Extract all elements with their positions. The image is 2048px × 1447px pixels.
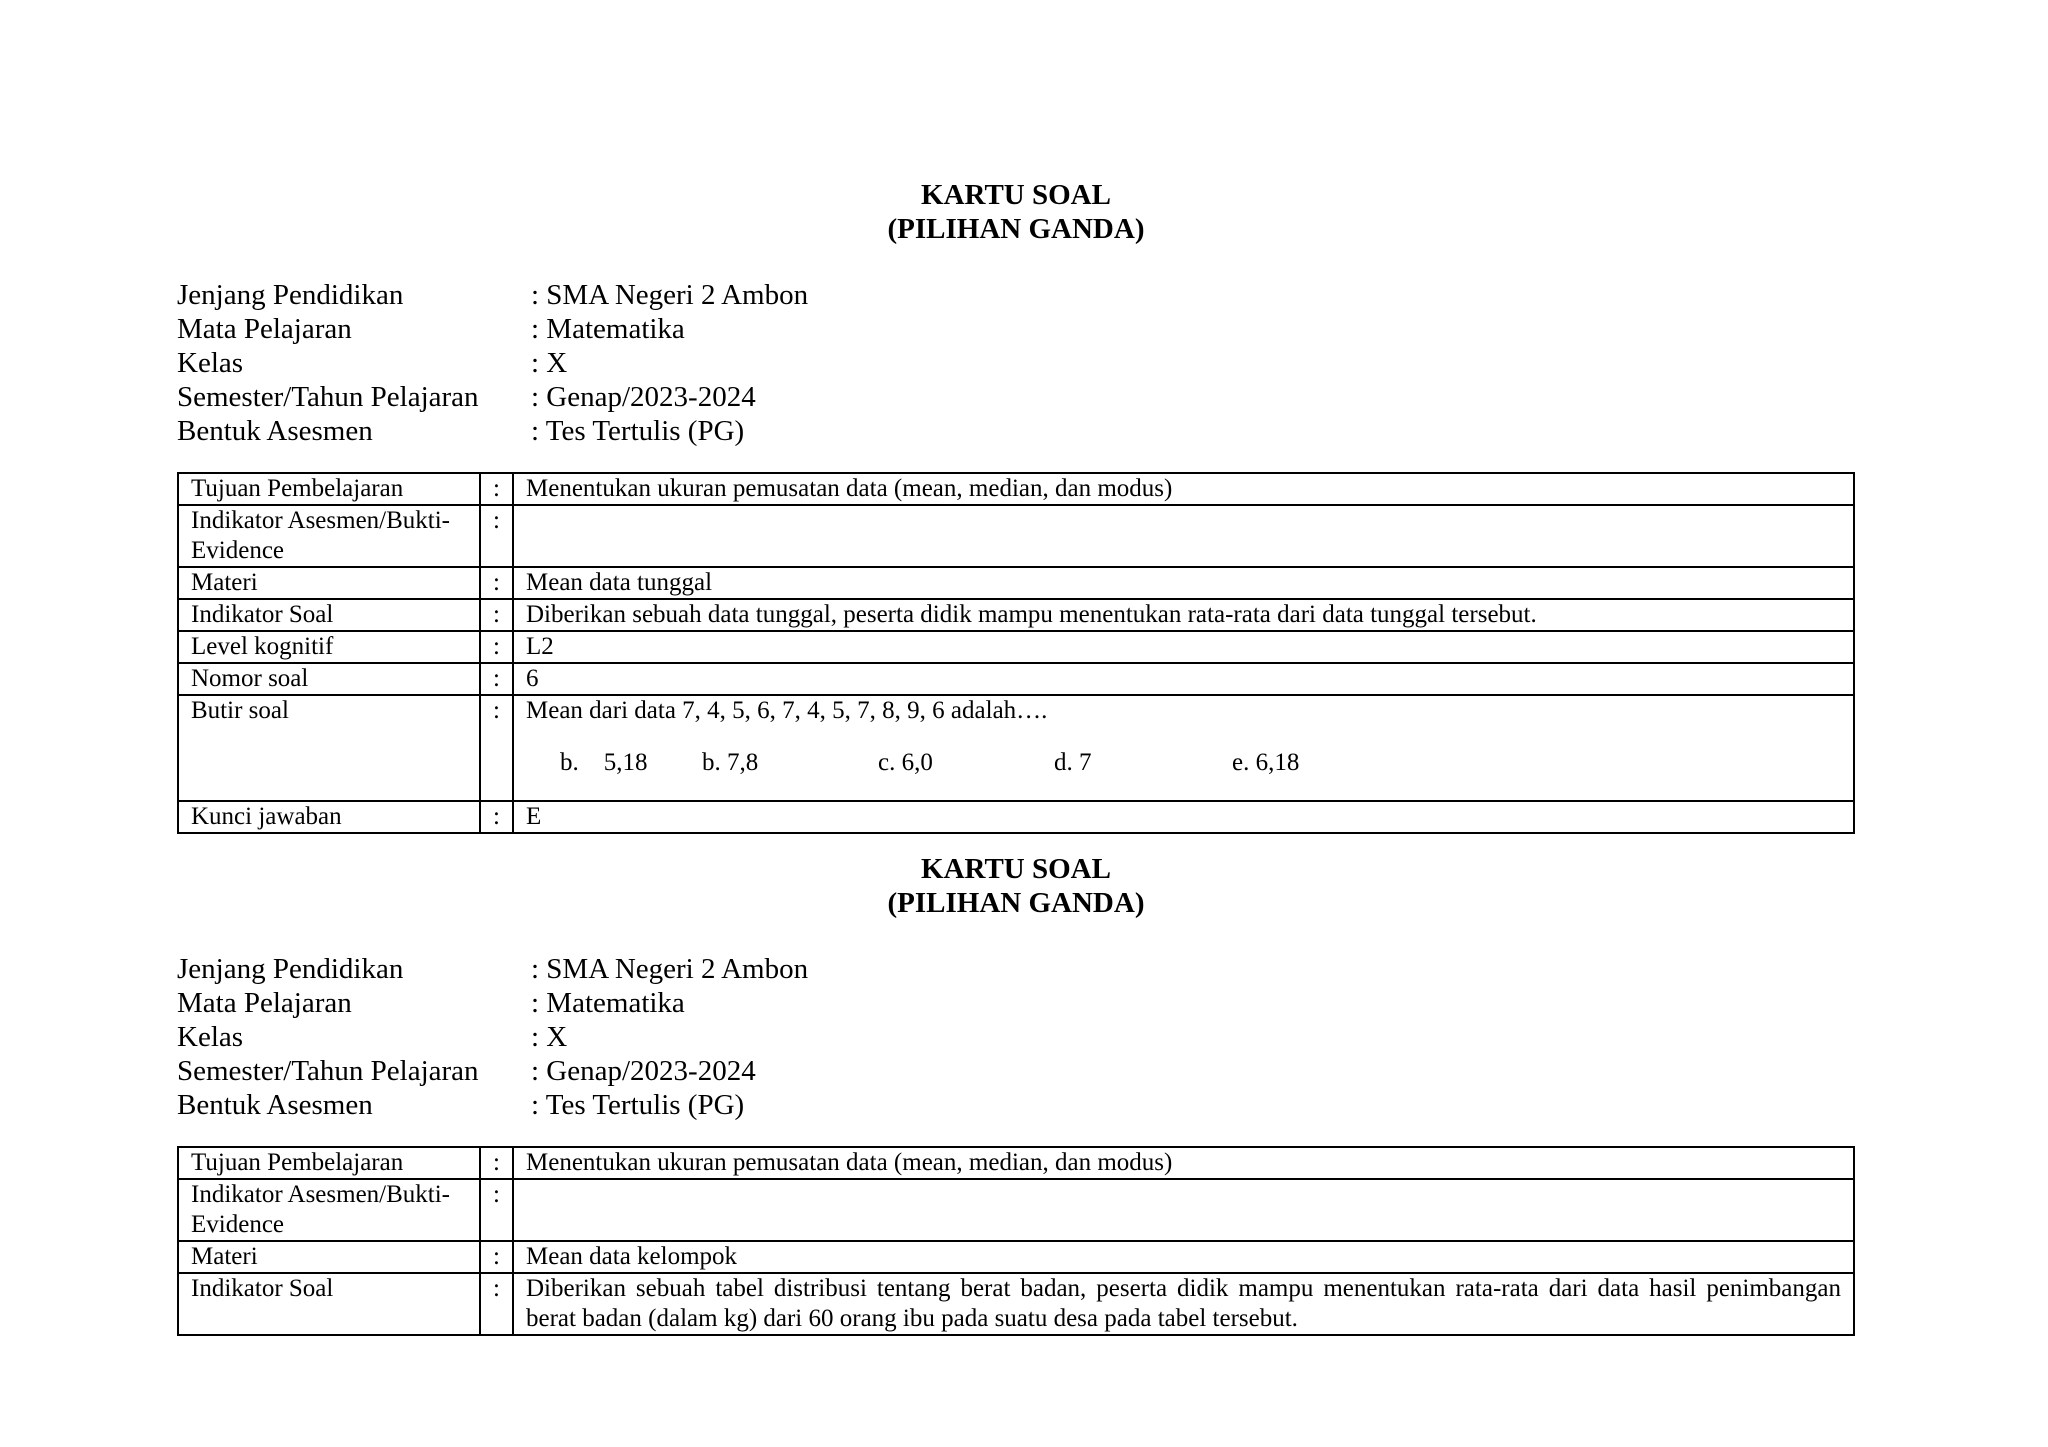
info-row	[177, 380, 1855, 414]
info-label: Bentuk Asesmen	[177, 415, 373, 447]
row-value: Menentukan ukuran pemusatan data (mean, median, dan modus)	[513, 473, 1854, 505]
info-row	[177, 1088, 1855, 1122]
row-colon: :	[480, 631, 513, 663]
info-value: : SMA Negeri 2 Ambon	[531, 953, 809, 985]
table-row	[178, 1241, 1854, 1273]
row-colon: :	[480, 1273, 513, 1335]
info-row	[177, 414, 1855, 448]
question-cell	[513, 695, 1854, 801]
info-value: : Matematika	[531, 987, 685, 1019]
row-value: 6	[513, 663, 1854, 695]
table-row	[178, 801, 1854, 833]
row-value: Diberikan sebuah tabel distribusi tentang berat badan, peserta didik mampu menentukan rata-rata dari data hasil penimbangan berat badan (dalam kg) dari 60 orang ibu pada suatu desa pada tabel tersebut.	[513, 1273, 1854, 1335]
row-label: Indikator Soal	[178, 1273, 480, 1335]
row-colon: :	[480, 695, 513, 801]
table-row	[178, 505, 1854, 567]
table-row-butir-soal	[178, 695, 1854, 801]
row-colon: :	[480, 567, 513, 599]
info-value: : Matematika	[531, 313, 685, 345]
info-value: : X	[531, 1021, 568, 1053]
info-value: : Tes Tertulis (PG)	[531, 1089, 745, 1121]
row-value: Mean data kelompok	[513, 1241, 1854, 1273]
info-value: : Genap/2023-2024	[531, 1055, 756, 1087]
answer-key: E	[513, 801, 1854, 833]
question-card-1	[177, 178, 1855, 834]
answer-option: c. 6,0	[878, 749, 933, 776]
question-card-2	[177, 852, 1855, 1336]
info-label: Jenjang Pendidikan	[177, 953, 404, 985]
table-row	[178, 473, 1854, 505]
table-row	[178, 599, 1854, 631]
card-title-line2: (PILIHAN GANDA)	[887, 887, 1145, 919]
info-row	[177, 1054, 1855, 1088]
info-block	[177, 278, 1855, 448]
question-text: Mean dari data 7, 4, 5, 6, 7, 4, 5, 7, 8, 9, 6 adalah….	[526, 697, 1048, 724]
info-label: Semester/Tahun Pelajaran	[177, 381, 479, 413]
spec-table	[177, 472, 1855, 834]
info-label: Mata Pelajaran	[177, 313, 352, 345]
info-row	[177, 1020, 1855, 1054]
row-label: Kunci jawaban	[178, 801, 480, 833]
row-colon: :	[480, 1179, 513, 1241]
row-colon: :	[480, 801, 513, 833]
row-value: Mean data tunggal	[513, 567, 1854, 599]
row-label: Indikator Asesmen/Bukti-Evidence	[178, 505, 480, 567]
info-value: : Genap/2023-2024	[531, 381, 756, 413]
row-colon: :	[480, 1147, 513, 1179]
row-value: L2	[513, 631, 1854, 663]
answer-option: b. 5,18	[560, 749, 648, 776]
info-label: Bentuk Asesmen	[177, 1089, 373, 1121]
info-row	[177, 312, 1855, 346]
table-row	[178, 1147, 1854, 1179]
row-colon: :	[480, 505, 513, 567]
table-row	[178, 1273, 1854, 1335]
row-label: Tujuan Pembelajaran	[178, 1147, 480, 1179]
card-title-line1: KARTU SOAL	[921, 853, 1111, 885]
answer-option: d. 7	[1054, 749, 1092, 776]
info-label: Kelas	[177, 347, 244, 379]
row-value: Menentukan ukuran pemusatan data (mean, median, dan modus)	[513, 1147, 1854, 1179]
answer-option: b. 7,8	[702, 749, 759, 776]
row-colon: :	[480, 599, 513, 631]
row-label: Butir soal	[178, 695, 480, 801]
answer-options	[526, 748, 1841, 800]
row-colon: :	[480, 1241, 513, 1273]
row-label: Level kognitif	[178, 631, 480, 663]
info-label: Jenjang Pendidikan	[177, 279, 404, 311]
row-label: Materi	[178, 1241, 480, 1273]
row-colon: :	[480, 663, 513, 695]
spec-table	[177, 1146, 1855, 1336]
row-colon: :	[480, 473, 513, 505]
card-title-line2: (PILIHAN GANDA)	[887, 213, 1145, 245]
info-row	[177, 952, 1855, 986]
row-label: Indikator Asesmen/Bukti-Evidence	[178, 1179, 480, 1241]
row-label: Materi	[178, 567, 480, 599]
table-row	[178, 631, 1854, 663]
card-title-line1: KARTU SOAL	[921, 179, 1111, 211]
answer-option: e. 6,18	[1232, 749, 1300, 776]
info-value: : Tes Tertulis (PG)	[531, 415, 745, 447]
row-value	[513, 505, 1854, 567]
table-row	[178, 663, 1854, 695]
info-value: : SMA Negeri 2 Ambon	[531, 279, 809, 311]
row-value	[513, 1179, 1854, 1241]
info-block	[177, 952, 1855, 1122]
info-label: Kelas	[177, 1021, 244, 1053]
row-value: Diberikan sebuah data tunggal, peserta didik mampu menentukan rata-rata dari data tunggal tersebut.	[513, 599, 1854, 631]
row-label: Nomor soal	[178, 663, 480, 695]
info-label: Mata Pelajaran	[177, 987, 352, 1019]
table-row	[178, 1179, 1854, 1241]
info-label: Semester/Tahun Pelajaran	[177, 1055, 479, 1087]
info-row	[177, 986, 1855, 1020]
card-title	[177, 178, 1855, 246]
card-title	[177, 852, 1855, 920]
table-row	[178, 567, 1854, 599]
info-value: : X	[531, 347, 568, 379]
row-label: Tujuan Pembelajaran	[178, 473, 480, 505]
info-row	[177, 278, 1855, 312]
info-row	[177, 346, 1855, 380]
row-label: Indikator Soal	[178, 599, 480, 631]
